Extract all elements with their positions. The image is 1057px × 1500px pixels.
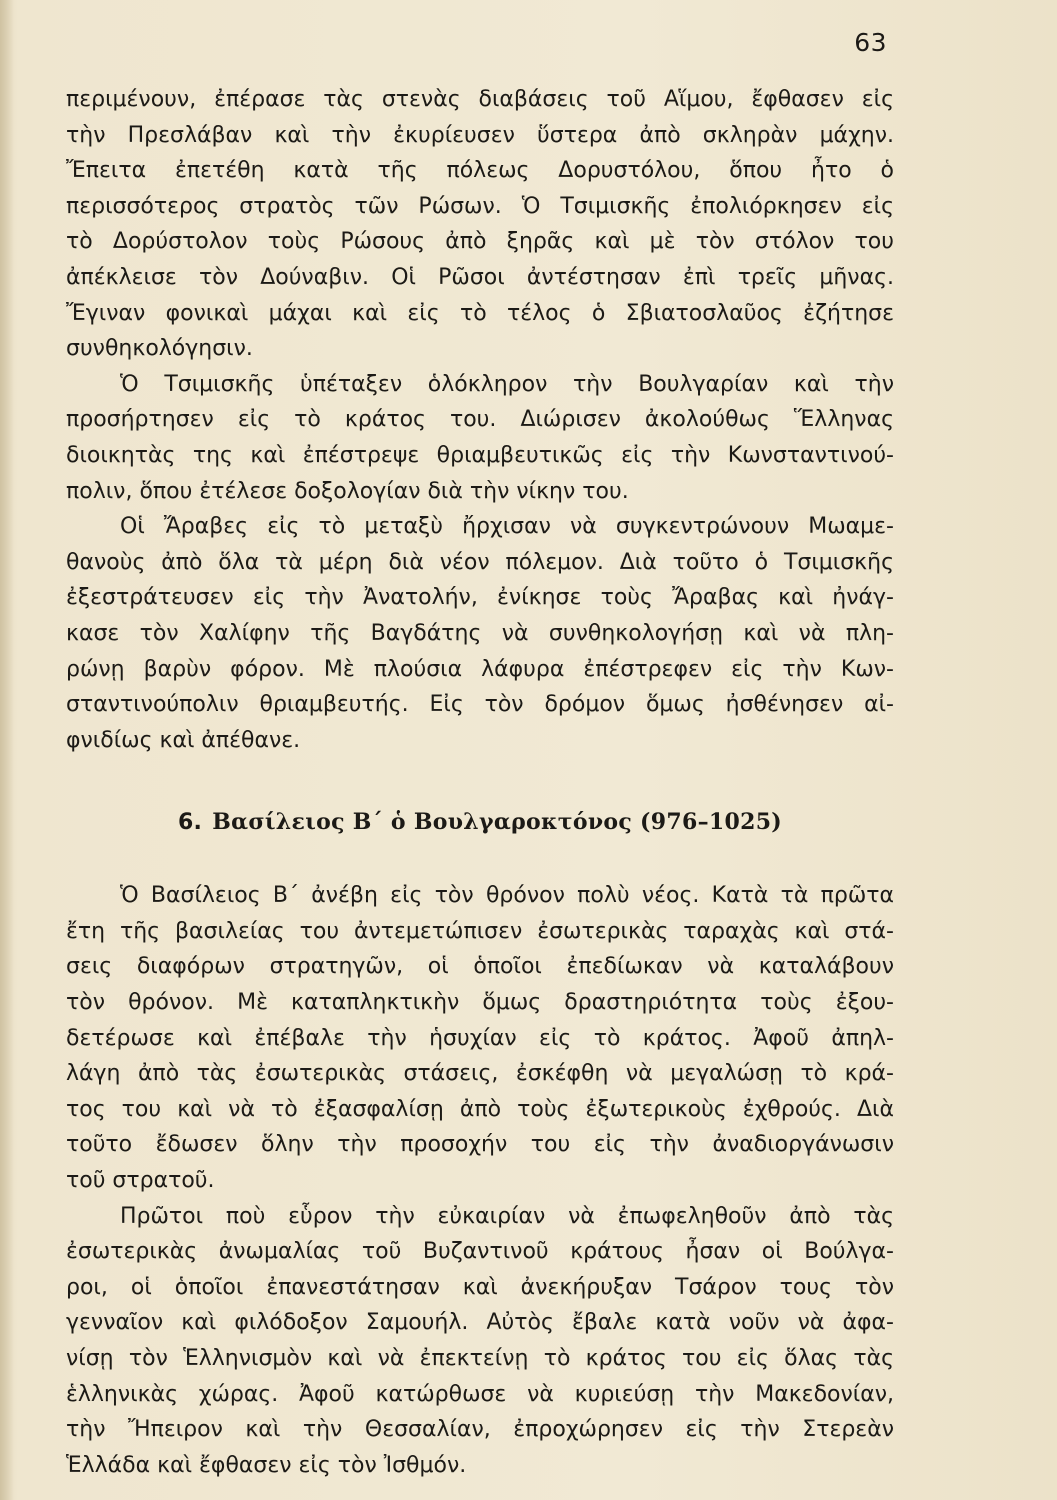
text-line: Οἱ Ἄραβες εἰς τὸ μεταξὺ ἤρχισαν νὰ συγκεντρώνουν Μωαμε- — [120, 514, 894, 540]
section-number: 6. — [177, 810, 203, 836]
text-line: Ἑλλάδα καὶ ἔφθασεν εἰς τὸν Ἰσθμόν. — [66, 1452, 467, 1478]
text-line: ἐσωτερικὰς ἀνωμαλίας τοῦ Βυζαντινοῦ κράτους ἦσαν οἱ Βούλγα- — [66, 1239, 894, 1265]
text-line: τὴν Ἤπειρον καὶ τὴν Θεσσαλίαν, ἐπροχώρησεν εἰς τὴν Στερεὰν — [66, 1417, 894, 1443]
text-line: Ὁ Τσιμισκῆς ὑπέταξεν ὁλόκληρον τὴν Βουλγαρίαν καὶ τὴν — [120, 371, 894, 397]
text-line: ρώνῃ βαρὺν φόρον. Μὲ πλούσια λάφυρα ἐπέστρεφεν εἰς τὴν Κων- — [66, 656, 894, 682]
text-line: τος του καὶ νὰ τὸ ἐξασφαλίσῃ ἀπὸ τοὺς ἐξωτερικοὺς ἐχθρούς. Διὰ — [66, 1096, 894, 1122]
text-line: γενναῖον καὶ φιλόδοξον Σαμουήλ. Αὐτὸς ἔβαλε κατὰ νοῦν νὰ ἀφα- — [66, 1310, 894, 1336]
text-line: Ὁ Βασίλειος Β΄ ἀνέβη εἰς τὸν θρόνον πολὺ νέος. Κατὰ τὰ πρῶτα — [120, 883, 894, 909]
text-line: σταντινούπολιν θριαμβευτής. Εἰς τὸν δρόμον ὅμως ἠσθένησεν αἰ- — [66, 692, 894, 718]
text-line: λάγη ἀπὸ τὰς ἐσωτερικὰς στάσεις, ἐσκέφθη νὰ μεγαλώσῃ τὸ κρά- — [66, 1061, 894, 1087]
text-line: προσήρτησεν εἰς τὸ κράτος του. Διώρισεν ἀκολούθως Ἕλληνας — [66, 407, 894, 433]
text-line: περισσότερος στρατὸς τῶν Ρώσων. Ὁ Τσιμισκῆς ἐπολιόρκησεν εἰς — [66, 193, 894, 219]
text-line: τὸ Δορύστολον τοὺς Ρώσους ἀπὸ ξηρᾶς καὶ μὲ τὸν στόλον του — [66, 229, 894, 255]
text-line: φνιδίως καὶ ἀπέθανε. — [66, 727, 301, 753]
text-line: νίσῃ τὸν Ἑλληνισμὸν καὶ νὰ ἐπεκτείνῃ τὸ κράτος του εἰς ὅλας τὰς — [66, 1346, 894, 1371]
text-line: ἐξεστράτευσεν εἰς τὴν Ἀνατολήν, ἐνίκησε τοὺς Ἄραβας καὶ ἠνάγ- — [66, 585, 894, 611]
text-line: πολιν, ὅπου ἐτέλεσε δοξολογίαν διὰ τὴν νίκην του. — [66, 478, 629, 504]
page-spine-shadow — [0, 0, 14, 1500]
section-title: Βασίλειος Β΄ ὁ Βουλγαροκτόνος (976–1025) — [212, 809, 783, 836]
text-line: τὸν θρόνον. Μὲ καταπληκτικὴν ὅμως δραστηριότητα τοὺς ἐξου- — [66, 990, 894, 1016]
paragraph — [66, 1199, 894, 1484]
text-line: δετέρωσε καὶ ἐπέβαλε τὴν ἡσυχίαν εἰς τὸ κράτος. Ἀφοῦ ἀπηλ- — [66, 1025, 894, 1051]
paragraph — [66, 878, 894, 1198]
text-line: κασε τὸν Χαλίφην τῆς Βαγδάτης νὰ συνθηκολογήσῃ καὶ νὰ πλη- — [66, 620, 894, 646]
paragraph — [66, 509, 894, 758]
text-line: τοῦτο ἔδωσεν ὅλην τὴν προσοχήν του εἰς τὴν ἀναδιοργάνωσιν — [66, 1132, 894, 1158]
body-text — [66, 82, 894, 1483]
text-line: περιμένουν, ἐπέρασε τὰς στενὰς διαβάσεις τοῦ Αἵμου, ἔφθασεν εἰς — [66, 87, 894, 112]
text-line: ἀπέκλεισε τὸν Δούναβιν. Οἱ Ρῶσοι ἀντέστησαν ἐπὶ τρεῖς μῆνας. — [66, 264, 894, 290]
section-heading — [66, 802, 894, 842]
paragraph — [66, 82, 894, 367]
text-line: ἑλληνικὰς χώρας. Ἀφοῦ κατώρθωσε νὰ κυριεύσῃ τὴν Μακεδονίαν, — [66, 1381, 894, 1407]
text-line: θανοὺς ἀπὸ ὅλα τὰ μέρη διὰ νέον πόλεμον. Διὰ τοῦτο ὁ Τσιμισκῆς — [66, 549, 894, 575]
text-line: σεις διαφόρων στρατηγῶν, οἱ ὁποῖοι ἐπεδίωκαν νὰ καταλάβουν — [66, 954, 894, 980]
text-line: ἔτη τῆς βασιλείας του ἀντεμετώπισεν ἐσωτερικὰς ταραχὰς καὶ στά- — [66, 918, 894, 944]
text-line: ροι, οἱ ὁποῖοι ἐπανεστάτησαν καὶ ἀνεκήρυξαν Τσάρον τους τὸν — [66, 1274, 894, 1300]
text-line: Ἔπειτα ἐπετέθη κατὰ τῆς πόλεως Δορυστόλου, ὅπου ἦτο ὁ — [66, 158, 894, 184]
paragraph — [66, 367, 894, 509]
text-line: τὴν Πρεσλάβαν καὶ τὴν ἐκυρίευσεν ὕστερα ἀπὸ σκληρὰν μάχην. — [66, 122, 894, 148]
text-line: Πρῶτοι ποὺ εὗρον τὴν εὐκαιρίαν νὰ ἐπωφεληθοῦν ἀπὸ τὰς — [120, 1203, 894, 1229]
page-number: 63 — [854, 28, 887, 57]
text-line: διοικητὰς της καὶ ἐπέστρεψε θριαμβευτικῶς εἰς τὴν Κωνσταντινού- — [66, 442, 894, 468]
text-line: Ἔγιναν φονικαὶ μάχαι καὶ εἰς τὸ τέλος ὁ Σβιατοσλαῦος ἐζήτησε — [66, 300, 894, 326]
text-line: τοῦ στρατοῦ. — [66, 1168, 215, 1194]
text-line: συνθηκολόγησιν. — [66, 336, 253, 362]
